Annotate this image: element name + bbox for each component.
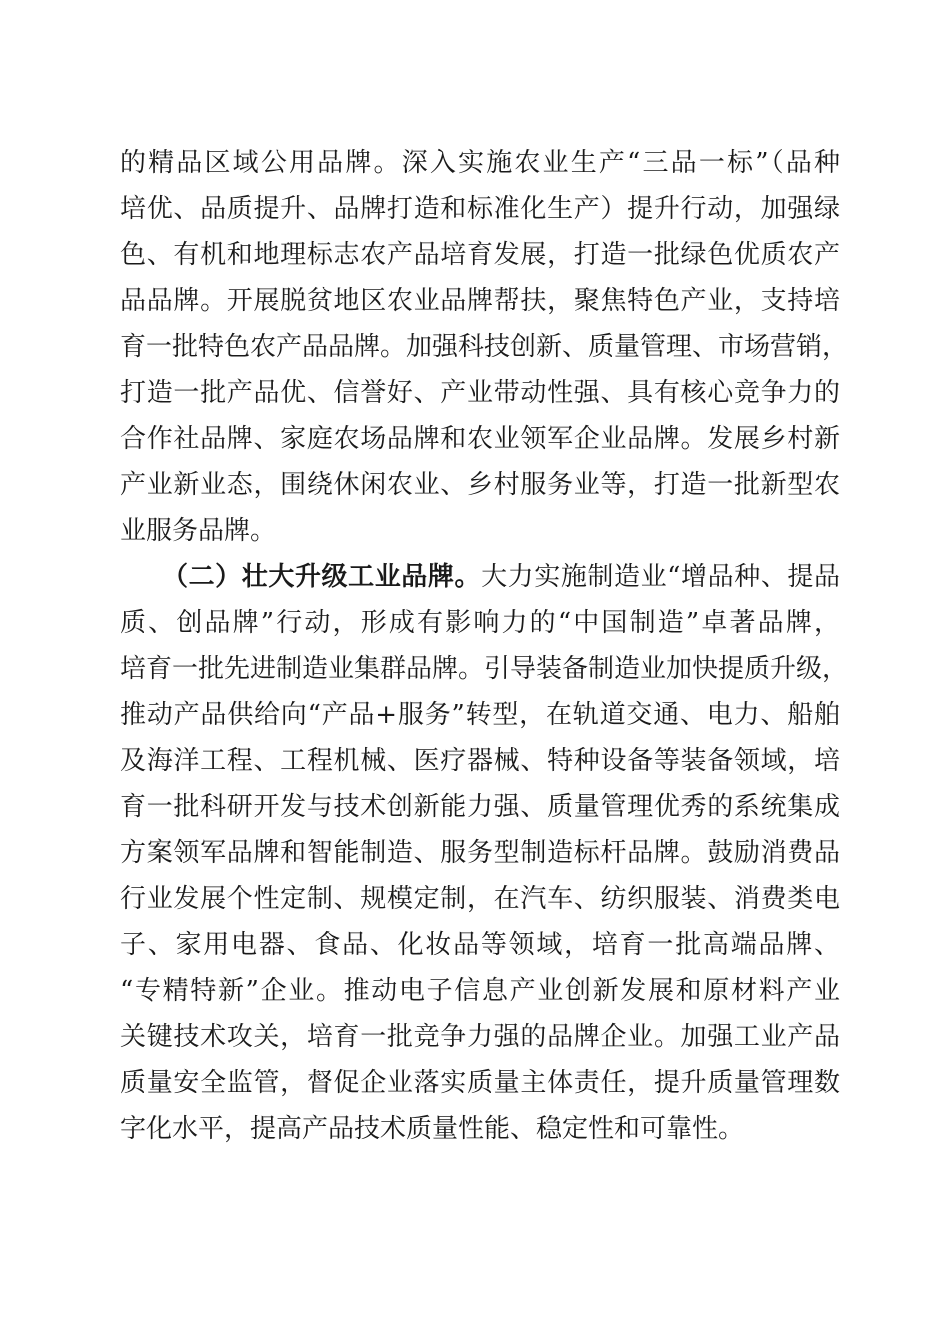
paragraph-line-rest: 大力实施制造业“增品种、提品	[481, 562, 840, 592]
paragraph-line: 业服务品牌。	[120, 516, 277, 546]
paragraph-line: 育一批科研开发与技术创新能力强、质量管理优秀的系统集成	[120, 792, 840, 822]
paragraph-line: 培育一批先进制造业集群品牌。引导装备制造业加快提质升级，	[120, 654, 849, 684]
paragraph-line: 产业新业态，围绕休闲农业、乡村服务业等，打造一批新型农	[120, 470, 840, 500]
document-body	[120, 140, 849, 1152]
paragraph-line: 色、有机和地理标志农产品培育发展，打造一批绿色优质农产	[120, 240, 840, 270]
paragraph-line: 育一批特色农产品品牌。加强科技创新、质量管理、市场营销，	[120, 332, 849, 362]
paragraph-line: 方案领军品牌和智能制造、服务型制造标杆品牌。鼓励消费品	[120, 838, 840, 868]
paragraph-line: 子、家用电器、食品、化妆品等领域，培育一批高端品牌、	[120, 930, 840, 960]
paragraph-line: 的精品区域公用品牌。深入实施农业生产“三品一标”（品种	[120, 148, 840, 178]
paragraph-line: 培优、品质提升、品牌打造和标准化生产）提升行动，加强绿	[120, 194, 840, 224]
section-heading: （二）壮大升级工业品牌。	[162, 562, 482, 592]
paragraph-line: “专精特新”企业。推动电子信息产业创新发展和原材料产业	[120, 976, 840, 1006]
paragraph-line: 行业发展个性定制、规模定制，在汽车、纺织服装、消费类电	[120, 884, 840, 914]
paragraph-first-line	[120, 554, 840, 600]
paragraph-agricultural-brands	[120, 140, 849, 554]
paragraph-line: 质、创品牌”行动，形成有影响力的“中国制造”卓著品牌，	[120, 608, 840, 638]
paragraph-line: 字化水平，提高产品技术质量性能、稳定性和可靠性。	[120, 1114, 745, 1144]
paragraph-line: 质量安全监管，督促企业落实质量主体责任，提升质量管理数	[120, 1068, 840, 1098]
paragraph-line: 关键技术攻关，培育一批竞争力强的品牌企业。加强工业产品	[120, 1022, 840, 1052]
paragraph-line: 打造一批产品优、信誉好、产业带动性强、具有核心竞争力的	[120, 378, 840, 408]
paragraph-line: 推动产品供给向“产品+服务”转型，在轨道交通、电力、船舶	[120, 700, 840, 730]
paragraph-line: 品品牌。开展脱贫地区农业品牌帮扶，聚焦特色产业，支持培	[120, 286, 840, 316]
paragraph-line: 合作社品牌、家庭农场品牌和农业领军企业品牌。发展乡村新	[120, 424, 840, 454]
paragraph-line: 及海洋工程、工程机械、医疗器械、特种设备等装备领域，培	[120, 746, 840, 776]
paragraph-industrial-brands	[120, 554, 849, 1152]
